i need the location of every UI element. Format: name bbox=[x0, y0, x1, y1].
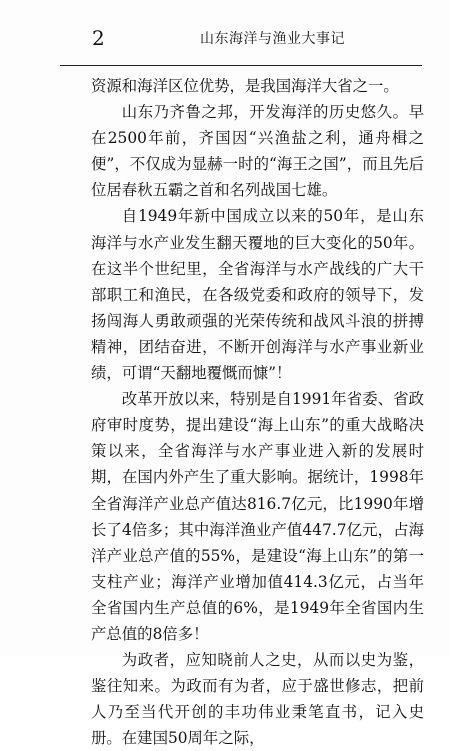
paragraph-governance: 为政者，应知晓前人之史，从而以史为鉴，鉴往知来。为政而有为者，应于盛世修志，把前人乃至当代开创的丰功伟业秉笔直书，记入史册。在建国50周年之际， bbox=[91, 651, 424, 748]
page-header bbox=[92, 26, 422, 52]
paragraph-fifty-years: 自1949年新中国成立以来的50年，是山东海洋与水产业发生翻天覆地的巨大变化的50年。在这半个世纪里，全省海洋与水产战线的广大干部职工和渔民，在各级党委和政府的领导下，发扬闯海人勇敢顽强的光荣传统和战风斗浪的拼搏精神，团结奋进，不断开创海洋与水产事业新业绩，可谓“天翻地覆慨而慷”！ bbox=[91, 207, 424, 383]
page-number: 2 bbox=[92, 26, 105, 50]
body-text bbox=[91, 73, 424, 751]
paragraph-reform: 改革开放以来，特别是自1991年省委、省政府审时度势，提出建设“海上山东”的重大战略决策以来，全省海洋与水产事业进入新的发展时期，在国内外产生了重大影响。据统计，1998年全省海洋产业总产值达816.7亿元，比1990年增长了4倍多；其中海洋渔业产值447.7亿元，占海洋产业总产值的55%，是建设“海上山东”的第一支柱产业；海洋产业增加值414.3亿元，占当年全省国内生产总值的6%，是1949年全省国内生产总值的8倍多！ bbox=[91, 390, 424, 643]
paragraph-continuation: 资源和海洋区位优势，是我国海洋大省之一。 bbox=[91, 77, 399, 95]
paragraph-history: 山东乃齐鲁之邦，开发海洋的历史悠久。早在2500年前，齐国因“兴渔盐之利，通舟楫之便”，不仅成为显赫一时的“海王之国”，而且先后位居春秋五霸之首和名列战国七雄。 bbox=[91, 103, 424, 200]
running-title: 山东海洋与渔业大事记 bbox=[200, 31, 345, 47]
header-rule bbox=[60, 65, 422, 66]
